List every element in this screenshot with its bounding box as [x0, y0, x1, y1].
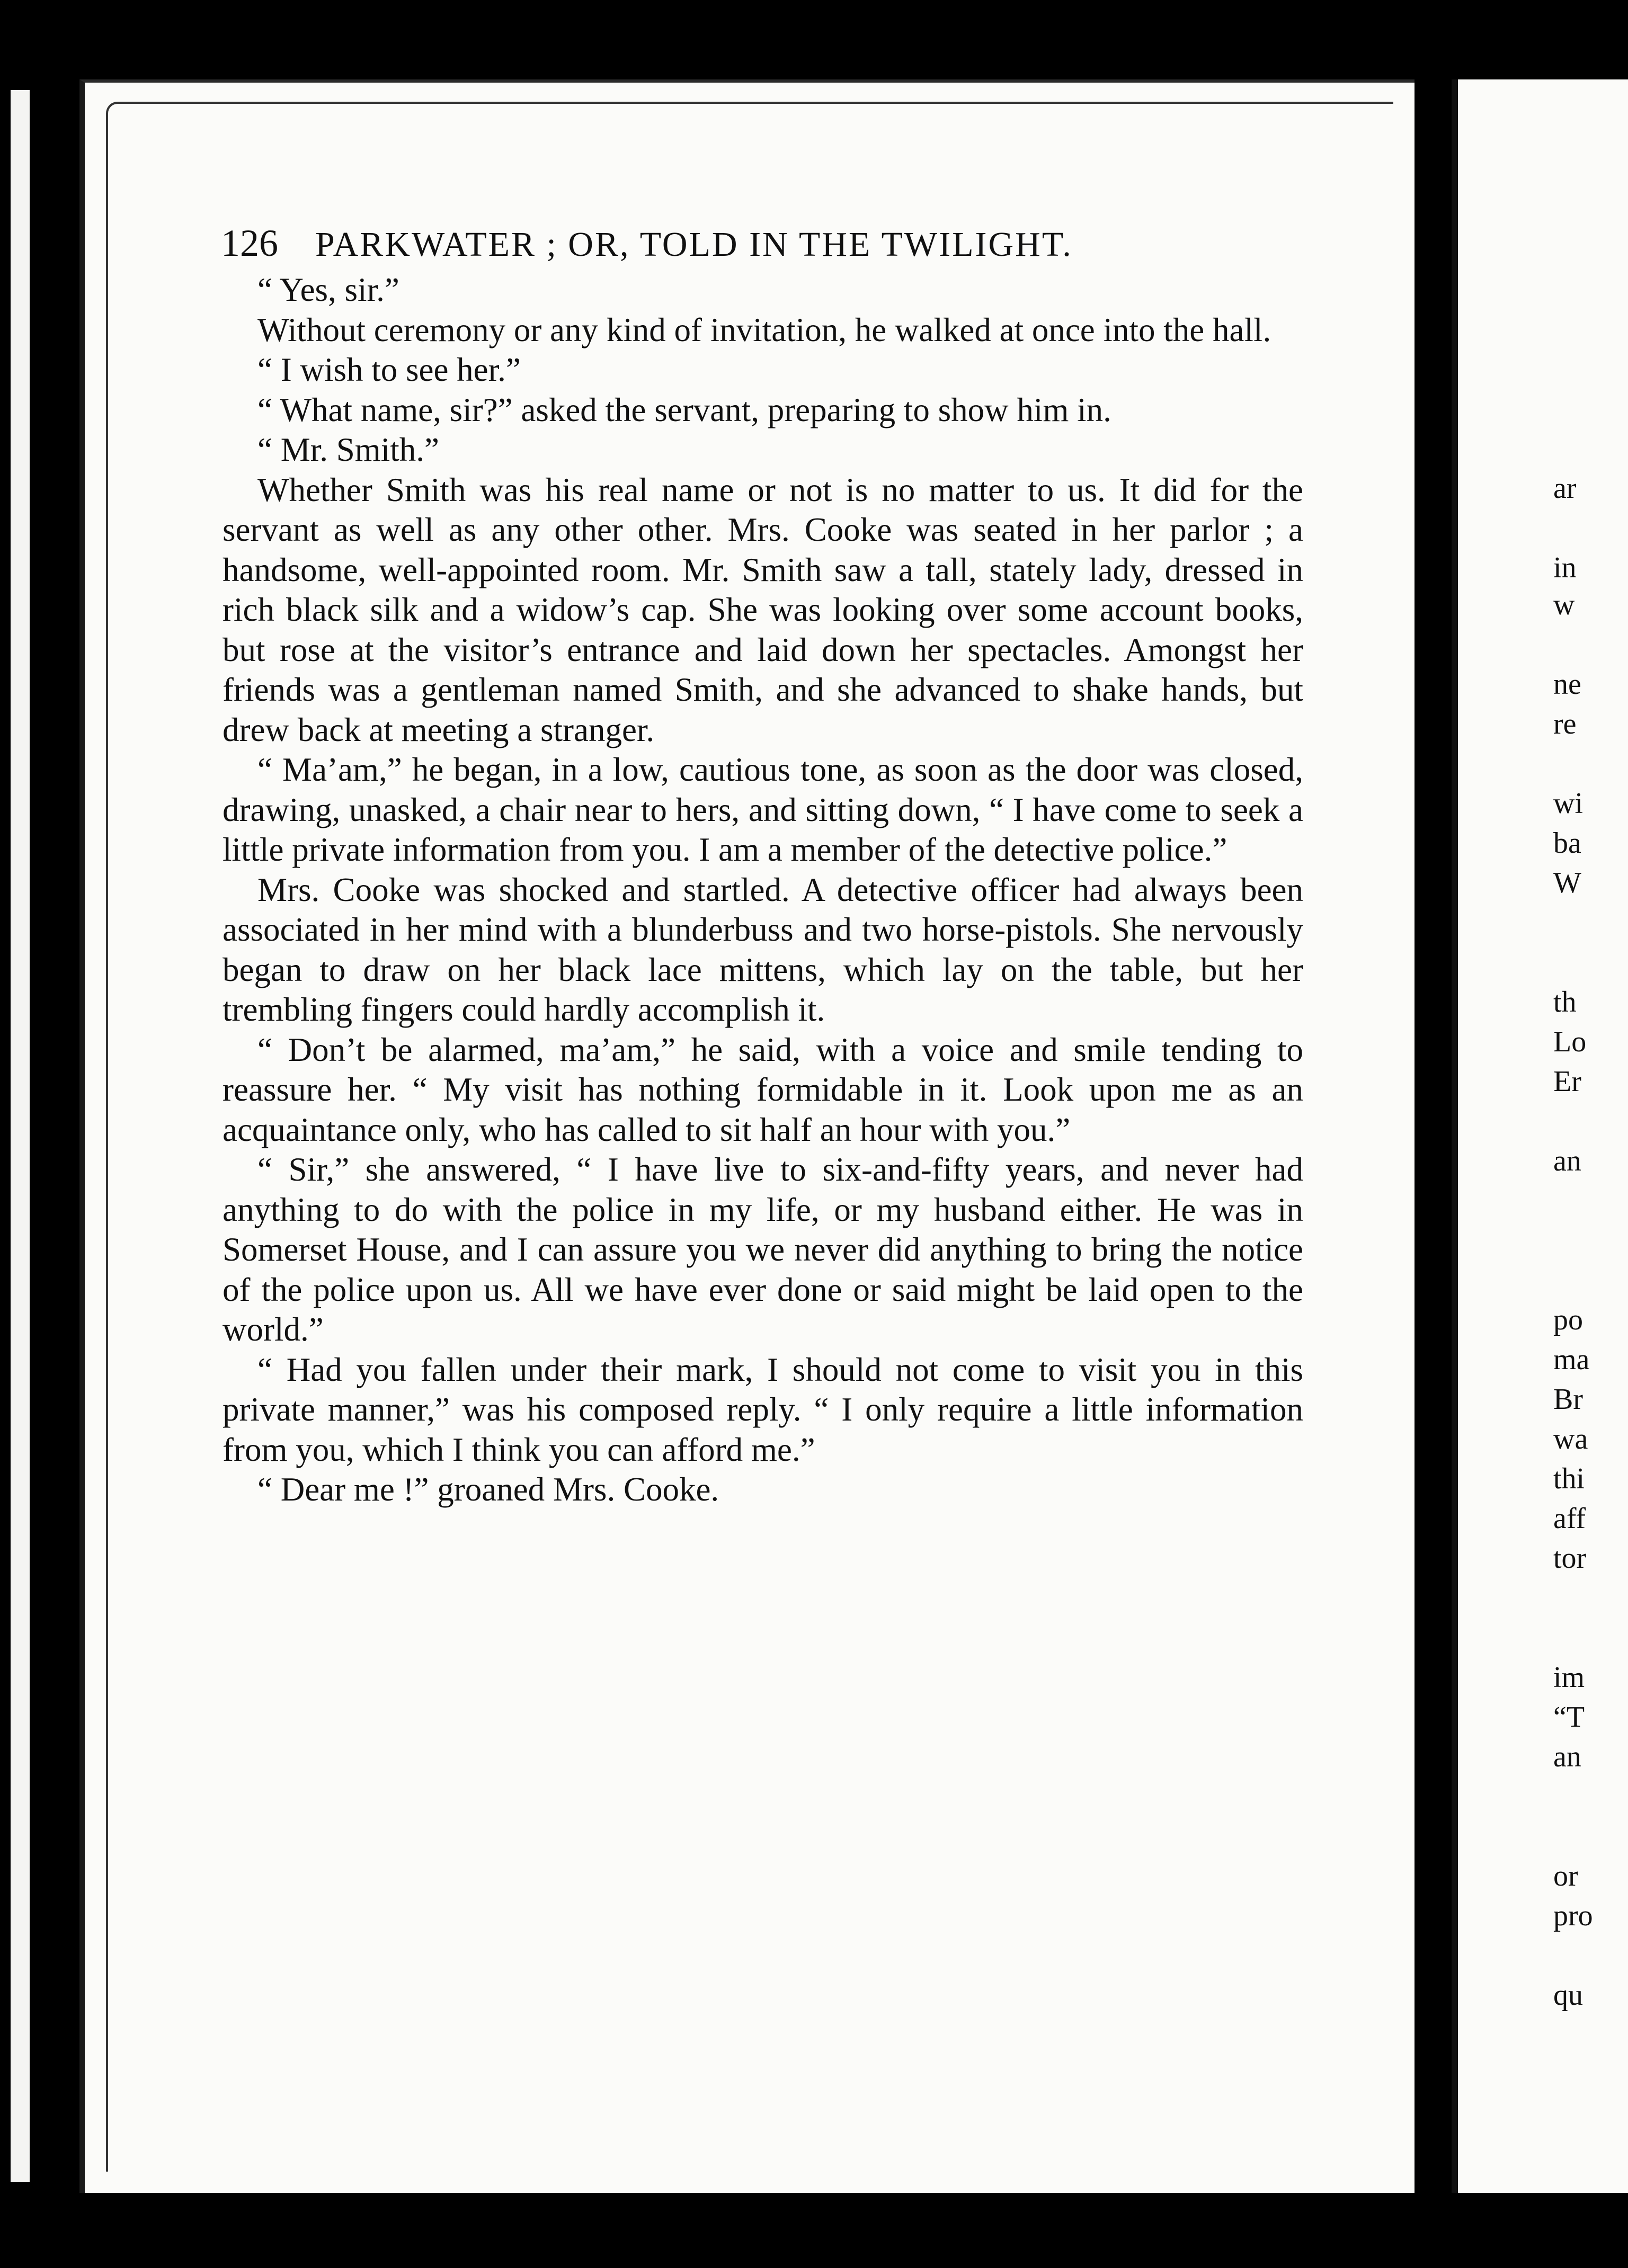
paragraph: “ Yes, sir.”	[257, 271, 399, 308]
adjacent-page-fragment: thi	[1553, 1462, 1585, 1495]
paragraph: “ I wish to see her.”	[257, 351, 521, 388]
paragraph: Mrs. Cooke was shocked and startled. A detective officer had always been associated in her mind with a blunderbuss and two horse-pistols. She nervously began to draw on her black lace mittens, which lay on the table, but her trembling fingers could hardly accomplish it.	[223, 871, 1303, 1028]
adjacent-page-fragment: Er	[1553, 1065, 1581, 1098]
adjacent-page-fragment: Lo	[1553, 1025, 1587, 1058]
adjacent-page-fragment: an	[1553, 1740, 1581, 1773]
adjacent-page-fragment: or	[1553, 1860, 1578, 1892]
adjacent-page-fragment: im	[1553, 1661, 1585, 1694]
paragraph: “ What name, sir?” asked the servant, preparing to show him in.	[257, 391, 1111, 428]
adjacent-page-fragment: an	[1553, 1145, 1581, 1177]
adjacent-page-fragment: qu	[1553, 1979, 1583, 2012]
adjacent-page-fragment: re	[1553, 708, 1577, 740]
page-number: 126	[221, 222, 278, 264]
adjacent-page-fragment: ar	[1553, 472, 1577, 505]
adjacent-page-fragment: ba	[1553, 827, 1581, 860]
adjacent-page-fragment: w	[1553, 588, 1575, 621]
adjacent-page-fragment: “T	[1553, 1701, 1585, 1734]
paragraph: “ Mr. Smith.”	[257, 431, 439, 468]
adjacent-page-fragment: ma	[1553, 1343, 1590, 1376]
adjacent-page-fragment: ne	[1553, 668, 1581, 701]
adjacent-page-fragment: in	[1553, 551, 1577, 584]
adjacent-page-fragment: W	[1553, 867, 1581, 899]
adjacent-page-fragment: wi	[1553, 787, 1583, 820]
adjacent-page-fragment: wa	[1553, 1423, 1588, 1456]
paragraph: Without ceremony or any kind of invitation, he walked at once into the hall.	[257, 311, 1271, 349]
running-title: PARKWATER ; OR, TOLD IN THE TWILIGHT.	[315, 225, 1073, 264]
adjacent-page-fragment: th	[1553, 986, 1577, 1019]
adjacent-page-fragment: aff	[1553, 1502, 1586, 1535]
adjacent-page	[1452, 79, 1628, 2193]
paragraph: “ Ma’am,” he began, in a low, cautious tone, as soon as the door was closed, drawing, unasked, a chair near to hers, and sitting down, “ I have come to seek a little private information from you. I am a member of the detective police.”	[223, 751, 1303, 868]
paragraph: “ Dear me !” groaned Mrs. Cooke.	[257, 1471, 719, 1508]
running-header	[221, 221, 1254, 265]
adjacent-page-fragment: po	[1553, 1303, 1583, 1336]
adjacent-page-fragment: tor	[1553, 1542, 1587, 1575]
adjacent-page-fragment: Br	[1553, 1383, 1583, 1416]
paragraph: Whether Smith was his real name or not is no matter to us. It did for the servant as well as any other other. Mrs. Cooke was seated in her parlor ; a handsome, well-appointed room. Mr. Smith saw a tall, stately lady, dressed in rich black silk and a widow’s cap. She was looking over some account books, but rose at the visitor’s entrance and laid down her spectacles. Amongst her friends was a gentleman named Smith, and she advanced to shake hands, but drew back at meeting a stranger.	[223, 471, 1303, 748]
page-edge-strip	[11, 90, 30, 2182]
paragraph: “ Don’t be alarmed, ma’am,” he said, with a voice and smile tending to reassure her. “ My visit has nothing formidable in it. Look upon me as an acquaintance only, who has called to sit half an hour with you.”	[223, 1031, 1303, 1148]
page-body-text	[223, 270, 1303, 1510]
adjacent-page-fragment: pro	[1553, 1899, 1593, 1932]
paragraph: “ Sir,” she answered, “ I have live to six-and-fifty years, and never had anything to do with the police in my life, or my husband either. He was in Somerset House, and I can assure you we never did anything to bring the notice of the police upon us. All we have ever done or said might be laid open to the world.”	[223, 1151, 1303, 1348]
paragraph: “ Had you fallen under their mark, I should not come to visit you in this private manner,” was his composed reply. “ I only require a little information from you, which I think you can afford me.”	[223, 1351, 1303, 1468]
